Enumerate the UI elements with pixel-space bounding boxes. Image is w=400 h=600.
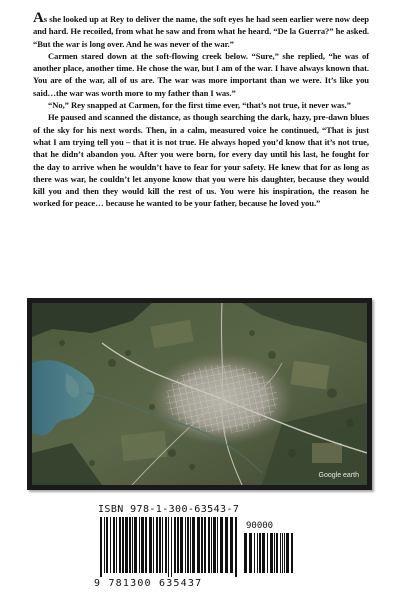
barcode-bar [145, 517, 147, 573]
barcode-bar [286, 533, 289, 573]
barcode-bar [259, 533, 261, 573]
barcode-bar [187, 517, 189, 573]
barcode-bar [213, 517, 216, 573]
barcode-bar [291, 533, 293, 573]
barcode-bar [141, 517, 144, 573]
barcode-bar [244, 533, 247, 573]
barcode-bar [156, 517, 158, 573]
isbn-label: ISBN 978-1-300-63543-7 [98, 504, 240, 515]
barcode-bar [208, 517, 210, 573]
story-excerpt [33, 10, 369, 210]
barcode-bar [282, 533, 283, 573]
barcode-bar [230, 517, 233, 573]
barcode-bar [220, 517, 223, 573]
aerial-photo-image [32, 303, 367, 485]
paragraph-1-text: s she looked up at Rey to deliver the name, the soft eyes he had seen earlier were now deep and hard. He recoiled, from what he saw and from what he heard. “De la Guerra?” he asked. “But the war is long over. And he was never of the war.” [33, 14, 369, 49]
barcode-bar [249, 533, 252, 573]
aerial-photo-frame [27, 298, 372, 490]
paragraph-4: He paused and scanned the distance, as though searching the dark, hazy, pre-dawn blues of the sky for his next words. Then, in a calm, measured voice he continued, “That is just what I am trying tell you – that it is not true. He always hoped you’d know that it’s not true, that he didn’t abandon you. After you were born, for every day until his last, he fought for the day to arrive when he wouldn’t have to fear for your safety. He knew that for as long as there was war, he couldn’t let anyone know that you were his daughter, because they would kill you and then they would kill the rest of us. You were his inspiration, the reason he worked for peace… because he wanted to be your father, because he loved you.” [33, 112, 369, 209]
barcode-bar [132, 517, 133, 573]
barcode-bar [177, 517, 179, 573]
barcode-bar [165, 517, 167, 573]
barcode-bar [274, 533, 275, 573]
barcode-bar [106, 517, 108, 573]
barcode-bar [125, 517, 128, 573]
paragraph-1 [33, 10, 369, 50]
barcode-bar [192, 517, 195, 573]
barcode-bar [235, 517, 237, 577]
barcode-bar [116, 517, 117, 573]
barcode-bar [134, 517, 137, 573]
aerial-photo [32, 303, 367, 485]
barcode-bar [113, 517, 115, 573]
barcode-bar [254, 533, 255, 573]
barcode-bar [168, 517, 169, 577]
barcode-bar [262, 533, 265, 573]
barcode-bar [217, 517, 218, 573]
barcode-bar [122, 517, 124, 573]
barcode-bar [280, 533, 281, 573]
barcode-bar [284, 533, 285, 573]
barcode-bar [162, 517, 163, 573]
price-barcode-bars [244, 533, 294, 577]
paragraph-3: “No,” Rey snapped at Carmen, for the first time ever, “that’s not true, it never was.” [48, 100, 351, 111]
barcode-bar [119, 517, 121, 573]
drop-cap: A [33, 10, 44, 26]
barcode-bar [171, 517, 172, 577]
barcode-bar [185, 517, 186, 573]
price-code: 90000 [246, 521, 274, 531]
barcode-bar [197, 517, 200, 573]
barcode-bar [100, 517, 102, 577]
barcode-bar [153, 517, 154, 573]
barcode-bar [149, 517, 152, 573]
barcode-bar [201, 517, 203, 573]
photo-credit: Google earth [318, 472, 359, 479]
barcode-bar [139, 517, 140, 573]
ean-digits: 9 781300 635437 [94, 578, 203, 589]
barcode-bar [204, 517, 206, 573]
barcode-bar [159, 517, 161, 573]
isbn-barcode [90, 498, 312, 594]
barcode-bar [104, 517, 105, 573]
barcode-bar [225, 517, 228, 573]
barcode-bar [257, 533, 258, 573]
barcode-bar [276, 533, 278, 573]
barcode-bar [174, 517, 176, 573]
barcode-bar [110, 517, 111, 573]
barcode-bar [129, 517, 131, 573]
barcode-bar [270, 533, 273, 573]
barcode-bar [190, 517, 191, 573]
barcode-bar [211, 517, 212, 573]
barcode-bar [267, 533, 268, 573]
paragraph-2: Carmen stared down at the soft-flowing creek below. “Sure,” she replied, “he was of another place, another time. He chose the war, but I am of the war. I have always known that. You are of the war, all of us are. The war was more important than we were. It’s like you said…the war was worth more to my father than I was.” [33, 50, 369, 98]
ean-barcode-bars [100, 517, 238, 577]
barcode-bar [180, 517, 183, 573]
